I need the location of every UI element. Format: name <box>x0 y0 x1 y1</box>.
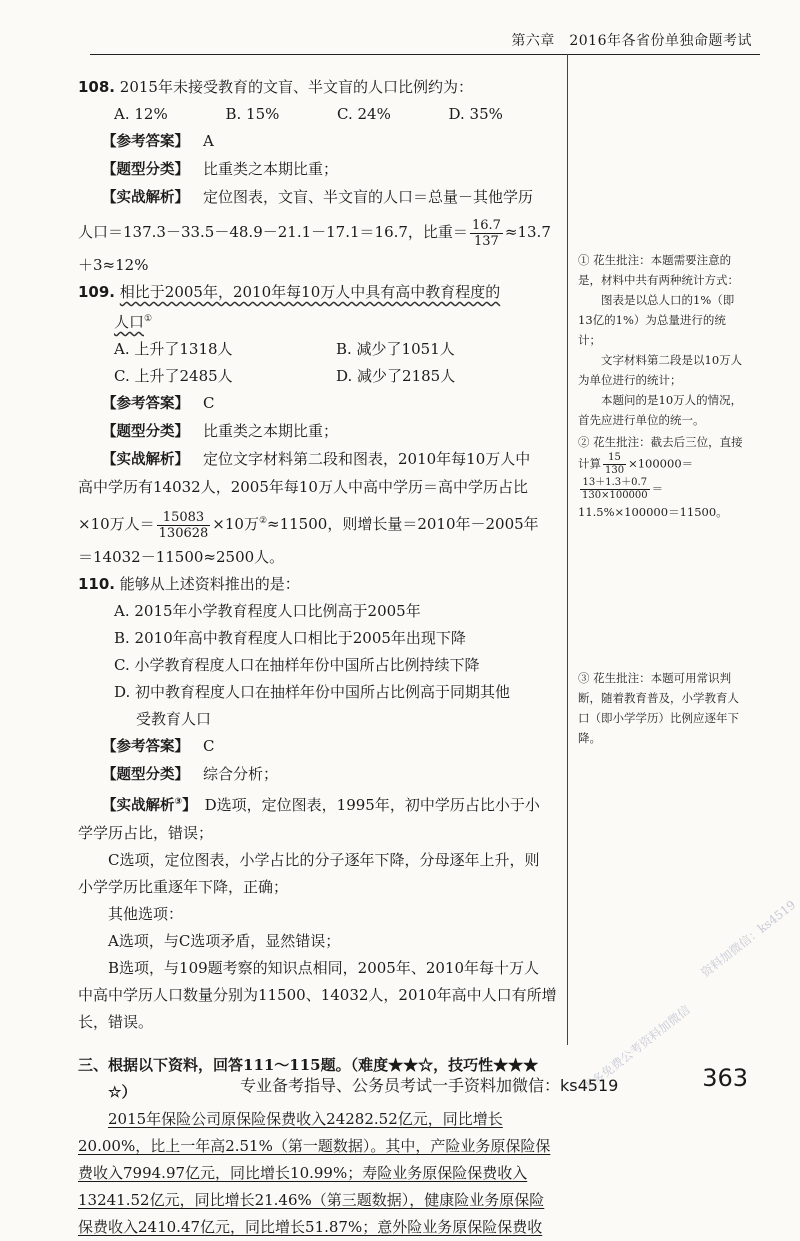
q110-option-d: D. 初中教育程度人口在抽样年份中国所占比例高于同期其他 <box>114 683 511 701</box>
q109-options-row2 <box>78 363 560 390</box>
q109-analysis-line3: ×10万人＝ $\frac{15083}{130628}$ ×10万②≈11500，则增长量＝2010年－2005年 <box>78 509 539 541</box>
q110-analysis: 【实战解析③】 D选项，定位图表，1995年，初中学历占比小于小 <box>102 795 540 814</box>
q110-type: 【题型分类】 综合分析； <box>102 765 279 783</box>
q108-option-a: A. 12% <box>114 105 168 123</box>
q110-analysis-line5: 其他选项： <box>108 904 184 923</box>
q109-option-a: A. 上升了1318人 <box>114 340 233 358</box>
q108-stem: 108. 2015年未接受教育的文盲、半文盲的人口比例约为： <box>78 78 473 96</box>
q110-stem: 110. 能够从上述资料推出的是： <box>78 575 300 593</box>
header-rule <box>90 54 760 55</box>
q108-fraction: $\frac{16.7}{137}$ <box>471 217 501 249</box>
q108-option-d: D. 35% <box>448 105 503 123</box>
q109-type: 【题型分类】 比重类之本期比重； <box>102 422 339 440</box>
q109-analysis: 【实战解析】 定位文字材料第二段和图表，2010年每10万人中 <box>102 450 531 468</box>
section3-title: 三、根据以下资料，回答111～115题。（难度★★☆，技巧性★★★ <box>78 1055 539 1074</box>
q108-answer: 【参考答案】 A <box>102 132 214 150</box>
q108-analysis-line3: ＋3≈12% <box>78 256 149 274</box>
q110-analysis-line3: C选项，定位图表，小学占比的分子逐年下降，分母逐年上升，则 <box>108 850 540 869</box>
q110-option-b: B. 2010年高中教育程度人口相比于2005年出现下降 <box>114 629 466 647</box>
q108-type: 【题型分类】 比重类之本期比重； <box>102 160 339 178</box>
q108-option-c: C. 24% <box>337 105 391 123</box>
q109-analysis-line2: 高中学历有14032人，2005年每10万人中高中学历＝高中学历占比 <box>78 478 528 496</box>
q109-option-b: B. 减少了1051人 <box>336 340 455 358</box>
q110-analysis-line7: B选项，与109题考察的知识点相同，2005年、2010年每十万人 <box>108 958 540 977</box>
q110-option-c: C. 小学教育程度人口在抽样年份中国所占比例持续下降 <box>114 656 480 674</box>
q108-analysis-line2: 人口＝137.3－33.5－48.9－21.1－17.1＝16.7，比重＝ $\frac{16.7}{137}$ ≈13.7 <box>78 217 551 249</box>
q109-fraction: $\frac{15083}{130628}$ <box>158 509 209 541</box>
q109-stem: 109. 相比于2005年，2010年每10万人中具有高中教育程度的 <box>78 283 501 301</box>
margin-divider <box>567 54 568 1045</box>
page-number: 363 <box>702 1064 748 1092</box>
watermark-b: 更多免费公考资料加微信 <box>579 1002 693 1096</box>
watermark-a: 资料加微信：ks4519 <box>698 897 799 981</box>
q108-options <box>78 101 560 128</box>
q110-analysis-line2: 学学历占比，错误； <box>78 823 214 842</box>
main-column <box>78 74 560 1241</box>
q109-analysis-line4: ＝14032－11500≈2500人。 <box>78 548 285 566</box>
section3-title-cont: ☆） <box>108 1082 137 1101</box>
q110-analysis-line9: 长，错误。 <box>78 1012 154 1031</box>
section3-para-line1: 2015年保险公司原保险保费收入24282.52亿元，同比增长 <box>108 1109 503 1128</box>
section3-para-line2: 20.00%，比上一年高2.51%（第一题数据）。其中，产险业务原保险保 <box>78 1136 551 1155</box>
section3-para-line4: 13241.52亿元，同比增长21.46%（第三题数据），健康险业务原保险 <box>78 1190 545 1209</box>
running-header: 第六章 2016年各省份单独命题考试 <box>511 33 752 49</box>
side-note-3: ③ 花生批注：本题可用常识判断，随着教育普及，小学教育人口（即小学学历）比例应逐年下降。 <box>578 671 739 745</box>
q110-analysis-line8: 中高中学历人口数量分别为11500、14032人，2010年高中人口有所增 <box>78 985 557 1004</box>
q109-answer: 【参考答案】 C <box>102 394 215 412</box>
q110-analysis-line4: 小学学历比重逐年下降，正确； <box>78 877 289 896</box>
q109-option-d: D. 减少了2185人 <box>336 367 456 385</box>
q109-stem-cont: 人口① <box>114 313 153 331</box>
side-note-1: ① 花生批注：本题需要注意的是，材料中共有两种统计方式： 图表是以总人口的1%（即13亿的1%）为总量进行的统计； 文字材料第二段是以10万人为单位进行的统计； 本题问的是10万人的情况，首先应进行单位的统一。 <box>578 253 743 427</box>
q110-answer: 【参考答案】 C <box>102 737 215 755</box>
q108-analysis: 【实战解析】 定位图表，文盲、半文盲的人口＝总量－其他学历 <box>102 188 534 206</box>
q110-analysis-line6: A选项，与C选项矛盾，显然错误； <box>108 931 341 950</box>
footer-text: 专业备考指导、公务员考试一手资料加微信：ks4519 <box>240 1076 619 1095</box>
q108-option-b: B. 15% <box>225 105 280 123</box>
q109-options-row1 <box>78 336 560 363</box>
section3-para-line5: 保费收入2410.47亿元，同比增长51.87%；意外险业务原保险保费收 <box>78 1217 543 1236</box>
section3-para-line3: 费收入7994.97亿元，同比增长10.99%；寿险业务原保险保费收入 <box>78 1163 528 1182</box>
q110-option-a: A. 2015年小学教育程度人口比例高于2005年 <box>114 602 421 620</box>
q110-option-d-cont: 受教育人口 <box>136 710 212 728</box>
q109-option-c: C. 上升了2485人 <box>114 367 233 385</box>
side-note-2: ② 花生批注：截去后三位，直接计算 $\frac{15}{130}$ ×100000＝ $\frac{13+1.3+0.7}{130\times 100000}$ ＝11.5%×100000＝11500。 <box>578 435 743 519</box>
